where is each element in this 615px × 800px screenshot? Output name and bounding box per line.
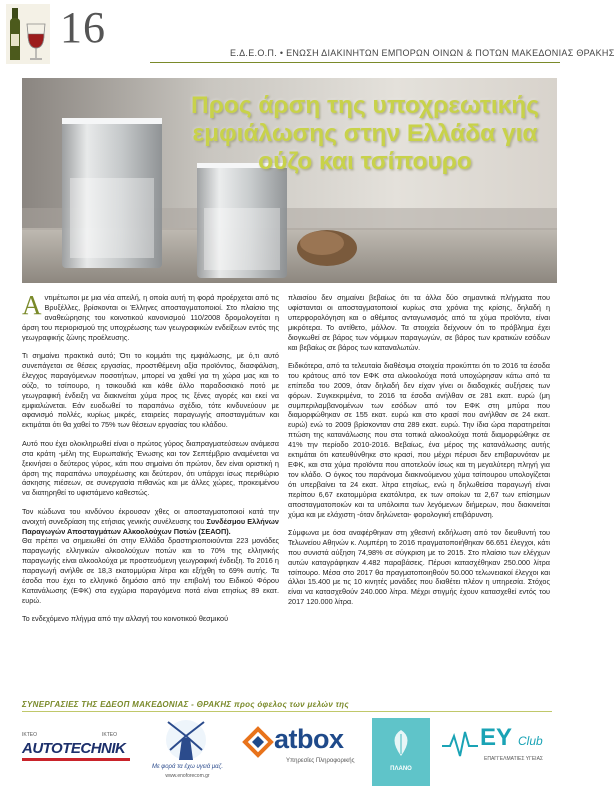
article-column-right	[288, 293, 550, 616]
leaf-icon	[386, 728, 416, 758]
article-title: Προς άρση της υποχρεωτικής εμφιάλωσης στην Ελλάδα για ούζο και τσίπουρο	[191, 92, 539, 175]
article-paragraph: Θα πρέπει να σημειωθεί ότι στην Ελλάδα δραστηριοποιούνται 223 μονάδες παραγωγής ελληνικών αλκοολούχων ποτών και το 70% της ελληνικής παραγωγής είναι αλκοολούχα με προστευόμενη γεωγραφική ένδειξη. Το 2016 η παραγωγή ανήλθε σε 18,3 εκατομμύρια λίτρα και εξήχθη το 69% αυτής. Τα έσοδα που έχει το ελληνικό δημόσιο από την επιβολή του Ειδικού Φόρου Κατανάλωσης (ΕΦΚ) στα εγχώρια παραγόμενα ποτά είναι ετησίως 89 εκατ. ευρώ.	[22, 536, 279, 605]
article-paragraph: πλαισίου δεν σημαίνει βεβαίως ότι τα άλλα δύο σημαντικά πλήγματα που υφίστανται οι αποσταγματοποιοί κυρίως στα χρόνια της κρίσης, δηλαδή η υπερφορολόγηση και ο αθέμιτος ανταγωνισμός από τα χύμα προϊόντα, είναι μικρότερα. Το αντίθετο, μάλλον. Τα στοιχεία δείχνουν ότι το πρόβλημα έχει διογκωθεί σε βάρος των νόμιμων παραγωγών, σε βάρος των κρατικών εσόδων και βεβαίως σε βάρος των καταναλωτών.	[288, 293, 550, 352]
drop-cap: Α	[22, 290, 42, 320]
header-organization: Ε.Δ.Ε.Ο.Π. • ΕΝΩΣΗ ΔΙΑΚΙΝΗΤΩΝ ΕΜΠΟΡΩΝ ΟΙΝΩΝ & ΠΟΤΩΝ ΜΑΚΕΔΟΝΙΑΣ ΘΡΑΚΗΣ	[230, 48, 615, 58]
windmill-logo[interactable]: Με φορά τα έχω υγειά μαζ. www.enoforecom.gr	[140, 718, 235, 786]
windmill-icon	[160, 718, 212, 762]
page-number: 16	[60, 3, 106, 52]
heartbeat-icon	[440, 724, 480, 764]
article-paragraph: Σύμφωνα με όσα αναφέρθηκαν στη χθεσινή εκδήλωση από τον διευθυντή του Τελωνείου Αθηνών κ. Λυμπέρη το 2016 πραγματοποιήθηκαν 66.651 έλεγχοι, κάτι που συνιστά αύξηση 74,98% σε σύγκριση με το 2015. Στο πλαίσιο των ελέγχων αυτών καταγράφηκαν 4.482 παραβάσεις. Πέρυσι κατασχέθηκαν 250.000 λίτρα τσίπουρο. Μέσα στο 2017 θα πραγματοποιηθούν 50.000 τελωνειακοί έλεγχοι και άλλοι 15.400 με τις 10 κινητές μονάδες που διαθέτει πλέον η υπηρεσία. Στόχος είναι να κατασχεθούν 240.000 λίτρα. Μέχρι στιγμής έχουν κατασχεθεί εντός του 2017 120.000 λίτρα.	[288, 527, 550, 607]
atbox-diamond-icon	[244, 728, 272, 756]
ey-club-logo[interactable]: EY Club ΕΠΑΓΓΕΛΜΑΤΙΕΣ ΥΓΕΙΑΣ	[440, 718, 555, 786]
wine-bottle-glass-icon	[6, 4, 50, 64]
union-name: Συνδέσμου Ελλήνων Παραγωγών Αποσταγμάτων Αλκοολούχων Ποτών (ΣΕΑΟΠ).	[22, 516, 279, 536]
article-column-left	[22, 290, 279, 633]
article-paragraph: Το ενδεχόμενο πλήγμα από την αλλαγή του κοινοτικού θεσμικού	[22, 614, 229, 624]
article-paragraph: Αντιμέτωποι με μια νέα απειλή, η οποία αυτή τη φορά προέρχεται από τις Βρυξέλλες, βρίσκονται οι Έλληνες αποσταγματοποιοί. Στο πλαίσιο της αναθεώρησης του κοινοτικού κανονισμού 110/2008 δρομολογείται η άρση του περιορισμού της υποχρέωσης των γεωγραφικών ενδείξεων εντός της γεωγραφικής ζώνης προέλευσης.	[22, 290, 279, 342]
article-paragraph: Τι σημαίνει πρακτικά αυτό; Ότι το κομμάτι της εμφιάλωσης, με ό,τι αυτό συνεπάγεται σε θέσεις εργασίας, προστιθέμενη αξία προϊόντος, διασφάλιση, έλεγχος παραγόμενων ποσοτήτων, μπορεί να χαθεί για τη χώρα μας και το ούζο, το τσίπουρο, η τσικουδιά και κάθε άλλο παραδοσιακό ποτό με γεωγραφική ένδειξη να διακινείται χύμα προς τις ξένες αγορές και εκεί να εμφιαλώνεται. Εάν ευοδωθεί το παραπάνω σχέδιο, τότε κινδυνεύουν με αφανισμό πολλές, κυρίως μικρές, εταιρείες παραγωγής αποσταγμάτων και εκτιμάται ότι θα χαθεί το 75% των θέσεων εργασίας του κλάδου.	[22, 351, 279, 430]
atbox-logo[interactable]: atbox Υπηρεσίες Πληροφορικής	[244, 718, 366, 786]
sponsors-divider	[22, 711, 552, 712]
article-paragraph: Ειδικότερα, από τα τελευταία διαθέσιμα στοιχεία προκύπτει ότι το 2016 τα έσοδα του κράτους από τον ΕΦΚ στα αλκοολούχα ποτά υποχώρησαν κάτω από τα επίπεδα του 2009, όταν δηλαδή δεν είχαν γίνει οι διαδοχικές αυξήσεις των φόρων. Συγκεκριμένα, το 2016 τα έσοδα ανήλθαν σε 281 εκατ. ευρώ (μη συμπεριλαμβανομένων των εσόδων από τον ΕΦΚ στη μπύρα που διαμορφώθηκαν σε 155 εκατ. ευρώ και στο κρασί που ανήλθαν σε 24 εκατ. ευρώ) ενώ το 2009 βρίσκονταν στα 289 εκατ. ευρώ. Την ίδια ώρα παρατηρείται πτώση της κατανάλωσης που στα τοπικά αλκοολούχα ποτά διαμορφώθηκε σε 41% την περίοδο 2010-2016. Βεβαίως, ένα μέρος της κατανάλωσης αυτής εκτιμάται ότι κατευθύνθηκε στο κρασί, που μέχρι πέρυσι δεν επιβαρυνόταν με ΕΦΚ, και στα χύμα προϊόντα που αποτελούν ίσως και τη μεγαλύτερη πληγή για τον κλάδο. Ο όγκος του παράνομα διακινούμενου χύμα τσίπουρου υπολογίζεται ότι υπερβαίνει τα 24 εκατ. λίτρα ετησίως, ενώ η δηλωθείσα παραγωγή είναι περίπου 6,67 εκατομμύρια εκατόλιτρα, εκ των οποίων τα 2,67 των επίσημων αποσταγματοποιών και τα υπόλοιπα των λεγόμενων διήμερων, που διακινείται χύμα και με ελάχιστη -όταν δηλώνεται- φορολογική επιβάρυνση.	[288, 360, 550, 519]
header-divider	[150, 62, 560, 63]
article-paragraph: Αυτό που έχει ολοκληρωθεί είναι ο πρώτος γύρος διαπραγματεύσεων ανάμεσα στα κράτη -μέλη της Ευρωπαϊκής Ένωσης και τον Σεπτέμβριο αναμένεται να ξεκινήσει ο δεύτερος γύρος, κάτι που σημαίνει ότι πρώτον, δεν είναι οριστική η άρση της παραπάνω υποχρέωσης και δεύτερον, ότι υπάρχει ίσως περιθώριο άσκησης πιέσεων, σε συνεργασία πιθανώς και με άλλες χώρες, προκειμένου να διατηρηθεί το υφιστάμενο καθεστώς.	[22, 438, 279, 498]
sponsors-heading: ΣΥΝΕΡΓΑΣΙΕΣ ΤΗΣ ΕΔΕΟΠ ΜΑΚΕΔΟΝΙΑΣ - ΘΡΑΚΗΣ προς όφελος των μελών της	[22, 700, 349, 709]
article-paragraph: Τον κώδωνα του κινδύνου έκρουσαν χθες οι αποσταγματοποιοί κατά την ανοιχτή συνεδρίαση της ετήσιας γενικής συνέλευσης του Συνδέσμου Ελλήνων Παραγωγών Αποσταγμάτων Αλκοολούχων Ποτών (ΣΕΑΟΠ).	[22, 506, 279, 536]
pharmacy-logo[interactable]: ΠΛΑΝΟ	[372, 718, 430, 786]
autotechnik-logo[interactable]: ΙΚΤΕΟ ΙΚΤΕΟ AUTOTECHNIK	[22, 718, 132, 786]
